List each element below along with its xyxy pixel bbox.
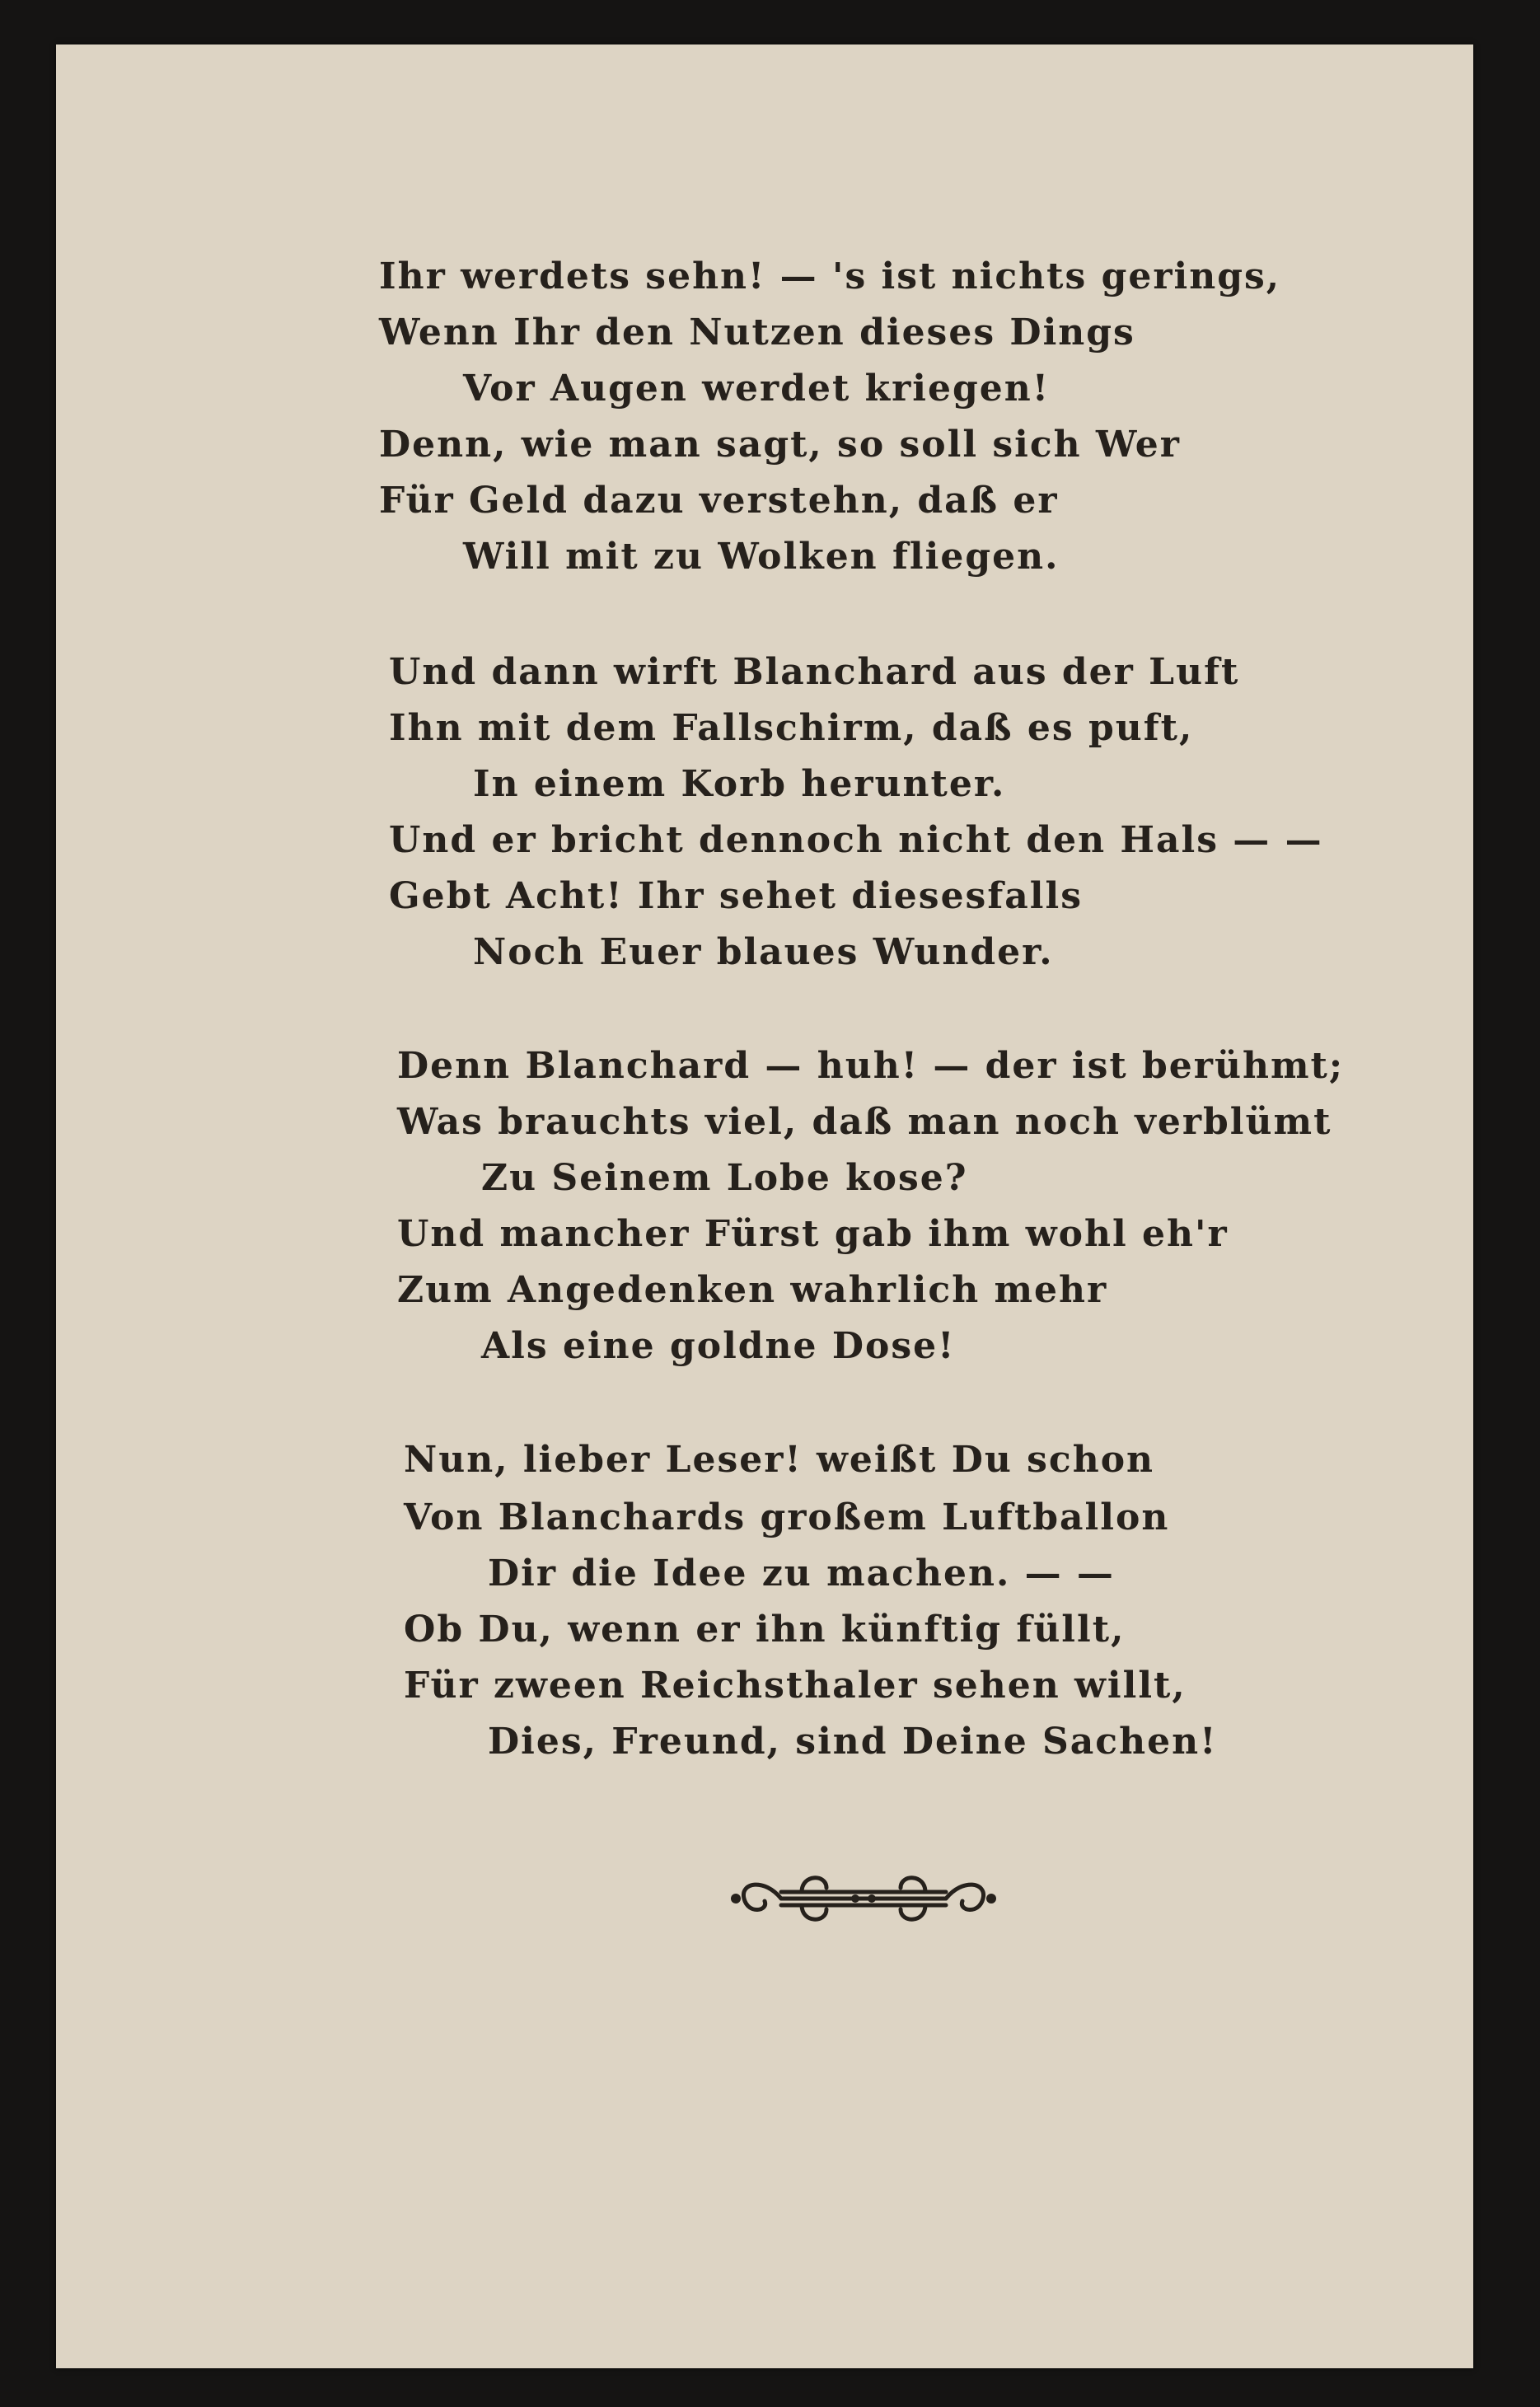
- stanza-1-line-6: Will mit zu Wolken fliegen.: [463, 536, 1060, 578]
- poem-text: [56, 44, 1473, 2368]
- stanza-2-line-5: Gebt Acht! Ihr sehet diesesfalls: [389, 875, 1083, 917]
- decorative-vignette-icon: [723, 1861, 1004, 1936]
- stanza-2-line-3: In einem Korb herunter.: [473, 763, 1006, 805]
- stanza-3-line-1: Denn Blanchard — huh! — der ist berühmt;: [397, 1045, 1345, 1087]
- stanza-3-line-5: Zum Angedenken wahrlich mehr: [397, 1269, 1108, 1311]
- stanza-2-line-6: Noch Euer blaues Wunder.: [473, 931, 1054, 973]
- paper-sheet: [56, 44, 1473, 2368]
- stanza-3-line-6: Als eine goldne Dose!: [481, 1325, 956, 1367]
- stanza-1-line-3: Vor Augen werdet kriegen!: [463, 368, 1051, 410]
- stanza-4-line-1: Nun, lieber Leser! weißt Du schon: [404, 1439, 1155, 1481]
- stanza-3-line-3: Zu Seinem Lobe kose?: [481, 1157, 968, 1199]
- stanza-1-line-4: Denn, wie man sagt, so soll sich Wer: [379, 424, 1181, 466]
- stanza-2-line-2: Ihn mit dem Fallschirm, daß es puft,: [389, 707, 1194, 749]
- stanza-4-line-5: Für zween Reichsthaler sehen willt,: [404, 1665, 1187, 1707]
- stanza-4-line-2: Von Blanchards großem Luftballon: [404, 1496, 1170, 1538]
- stanza-3-line-4: Und mancher Fürst gab ihm wohl eh'r: [397, 1213, 1229, 1255]
- stanza-1-line-2: Wenn Ihr den Nutzen dieses Dings: [379, 311, 1135, 354]
- stanza-4-line-3: Dir die Idee zu machen. — —: [488, 1552, 1115, 1595]
- stanza-1-line-5: Für Geld dazu verstehn, daß er: [379, 480, 1059, 522]
- stanza-1-line-1: Ihr werdets sehn! — 's ist nichts gerings,: [379, 255, 1281, 297]
- stanza-4-line-6: Dies, Freund, sind Deine Sachen!: [488, 1721, 1218, 1763]
- stanza-3-line-2: Was brauchts viel, daß man noch verblümt: [397, 1101, 1332, 1143]
- stanza-4-line-4: Ob Du, wenn er ihn künftig füllt,: [404, 1609, 1126, 1651]
- stanza-2-line-1: Und dann wirft Blanchard aus der Luft: [389, 651, 1240, 693]
- stanza-2-line-4: Und er bricht dennoch nicht den Hals — —: [389, 819, 1323, 861]
